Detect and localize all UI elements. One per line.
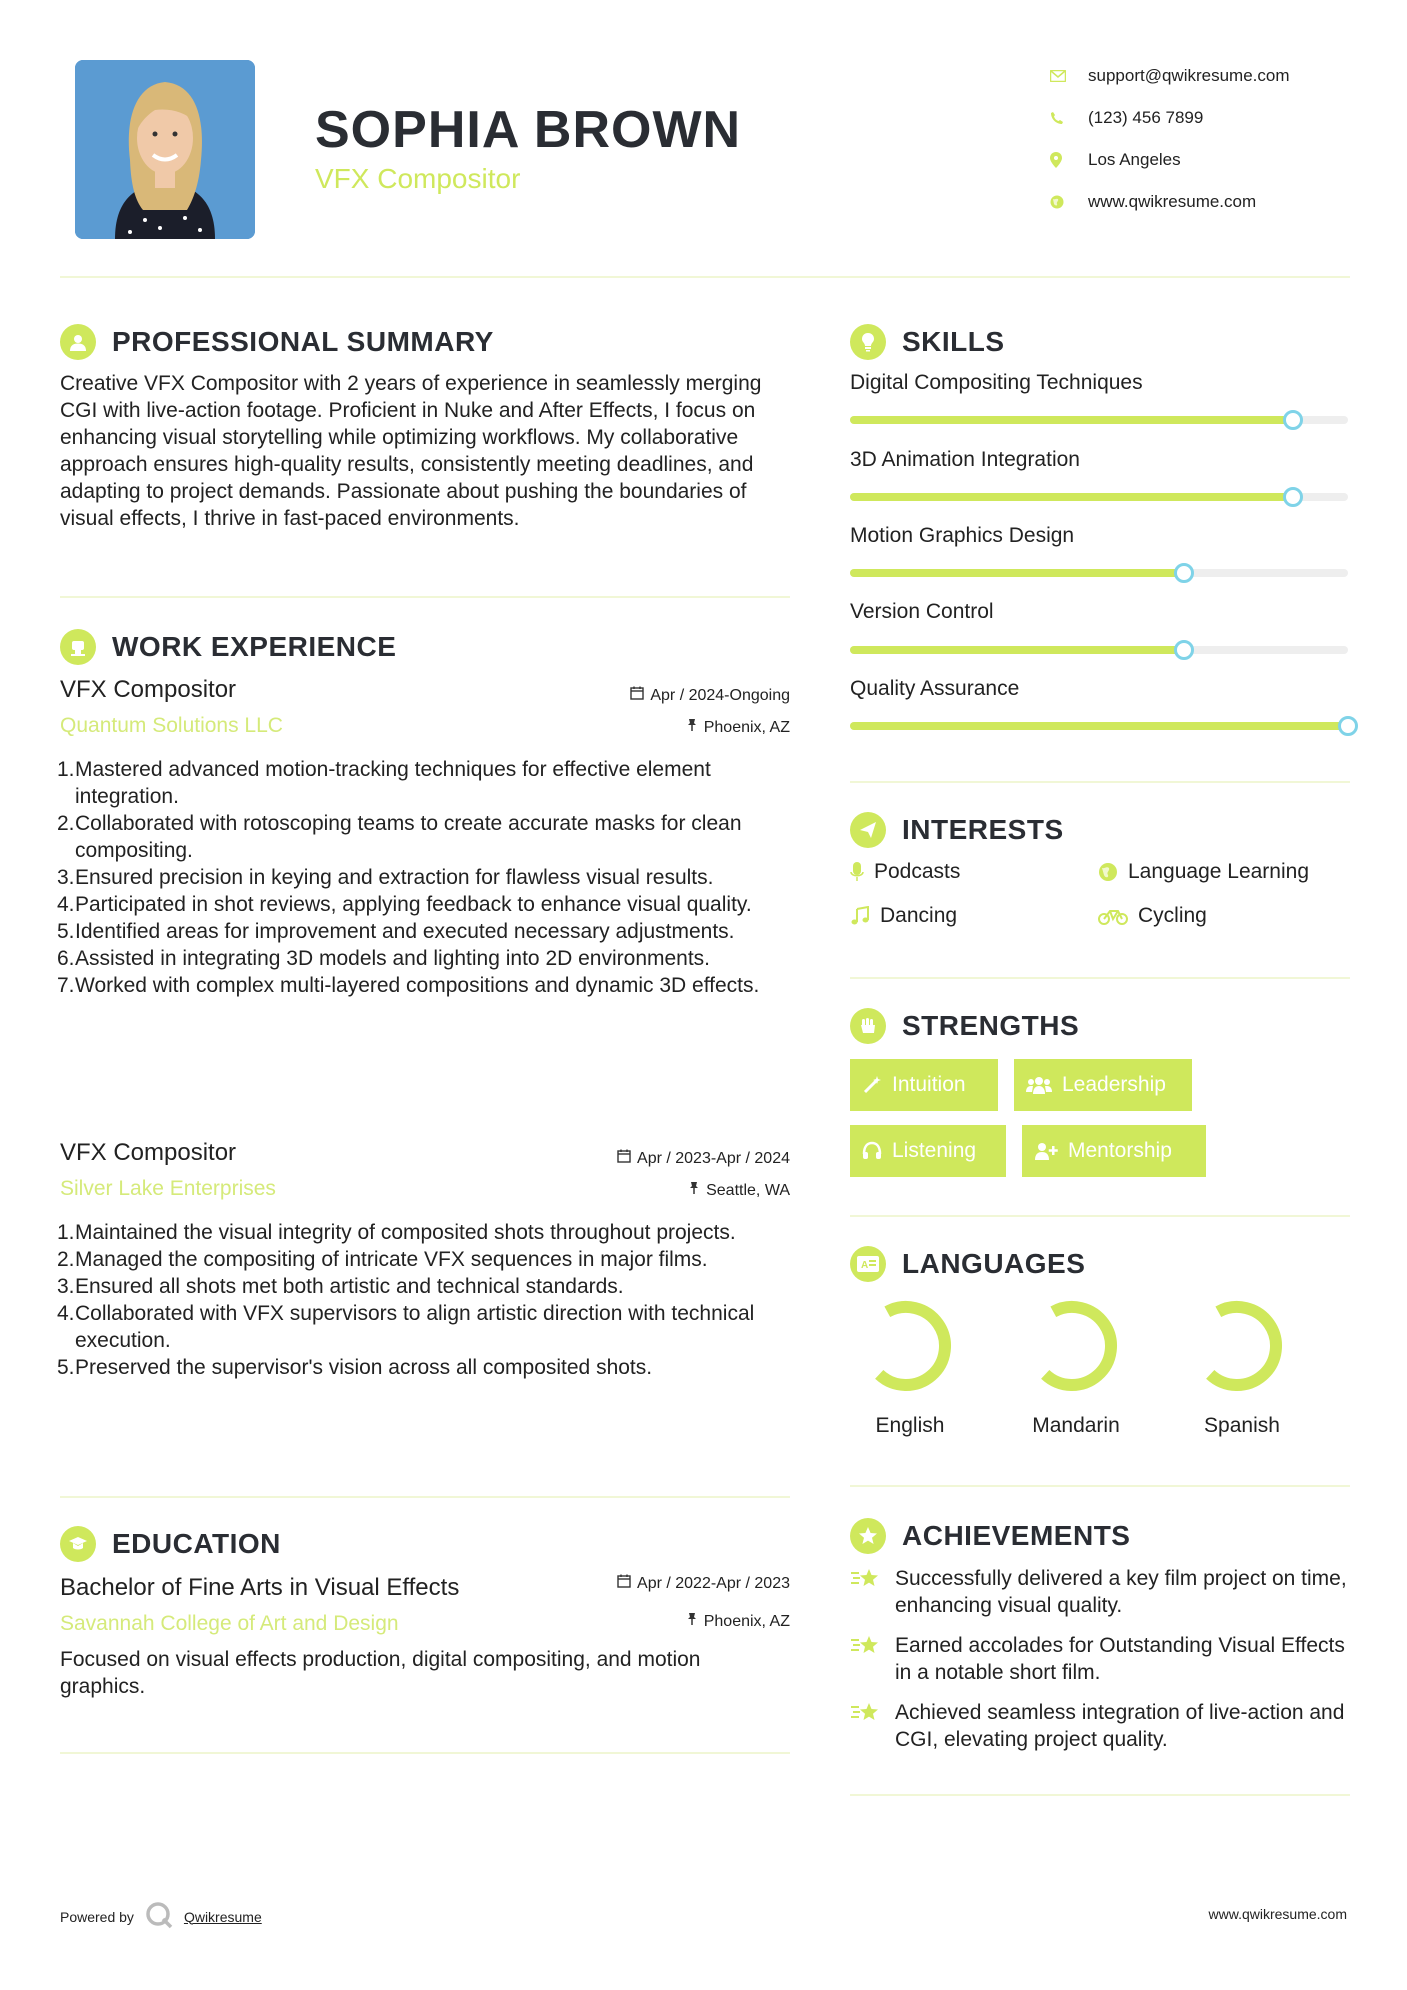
calendar-icon	[617, 1149, 631, 1168]
skills-heading: SKILLS	[902, 326, 1005, 357]
interest-label: Language Learning	[1128, 860, 1310, 883]
skill-2-fill	[850, 493, 1293, 501]
education-divider	[60, 1752, 790, 1754]
strength-label: Intuition	[892, 1073, 966, 1096]
bicycle-icon	[1098, 906, 1128, 926]
languages-divider	[850, 1485, 1350, 1487]
contact-email-text: support@qwikresume.com	[1088, 66, 1290, 85]
briefcase-icon	[60, 629, 96, 665]
footer-powered-by	[60, 1900, 262, 1933]
list-item: 7. Worked with complex multi-layered compositions and dynamic 3D effects.	[57, 974, 760, 997]
magic-wand-icon	[862, 1075, 882, 1095]
calendar-icon	[630, 686, 644, 705]
strengths-divider	[850, 1215, 1350, 1217]
education-section-header	[60, 1526, 281, 1562]
education-location-text: Phoenix, AZ	[703, 1612, 790, 1630]
star-badge-icon	[850, 1518, 886, 1554]
svg-text:A: A	[861, 1260, 869, 1271]
language-ring-english	[860, 1300, 952, 1392]
location-icon	[1050, 152, 1088, 168]
mail-icon	[1050, 70, 1088, 82]
skill-4-name: Version Control	[850, 600, 994, 623]
strengths-section-header	[850, 1008, 1079, 1044]
achievement-text: Successfully delivered a key film project on time, enhancing visual quality.	[895, 1567, 1347, 1617]
education-date-text: Apr / 2022-Apr / 2023	[637, 1574, 790, 1592]
interest-dancing	[850, 904, 957, 928]
language-ring-mandarin	[1026, 1300, 1118, 1392]
interests-divider	[850, 977, 1350, 979]
education-location	[480, 1612, 790, 1631]
skill-1-name: Digital Compositing Techniques	[850, 371, 1143, 394]
education-description: Focused on visual effects production, digital compositing, and motion graphics.	[60, 1648, 701, 1698]
experience-heading: WORK EXPERIENCE	[112, 631, 397, 662]
skill-3-bar	[850, 569, 1348, 577]
list-item: 5. Preserved the supervisor's vision across all composited shots.	[57, 1356, 653, 1379]
language-label-mandarin: Mandarin	[1032, 1414, 1120, 1437]
fist-icon	[850, 1008, 886, 1044]
list-item: 2. Managed the compositing of intricate VFX sequences in major films.	[57, 1248, 708, 1271]
calendar-icon	[617, 1574, 631, 1593]
skills-divider	[850, 781, 1350, 783]
achievement-text: Earned accolades for Outstanding Visual Effects in a notable short film.	[895, 1634, 1345, 1684]
skill-5-knob	[1338, 716, 1358, 736]
achievement-text: Achieved seamless integration of live-action and CGI, elevating project quality.	[895, 1701, 1345, 1751]
experience-section-header	[60, 629, 396, 665]
strength-listening	[850, 1125, 1006, 1177]
summary-section-header	[60, 324, 494, 360]
skill-3-name: Motion Graphics Design	[850, 524, 1075, 547]
header-divider	[60, 276, 1350, 278]
list-item: 4. Collaborated with VFX supervisors to align artistic direction with technical execution.	[57, 1302, 755, 1352]
contact-phone[interactable]	[1050, 97, 1370, 139]
interests-section-header	[850, 812, 1064, 848]
education-school: Savannah College of Art and Design	[60, 1612, 399, 1635]
contact-location-text: Los Angeles	[1088, 150, 1181, 169]
education-date	[480, 1574, 790, 1593]
languages-heading: LANGUAGES	[902, 1248, 1086, 1279]
paper-plane-icon	[850, 812, 886, 848]
skill-1-fill	[850, 416, 1293, 424]
job-2-date	[480, 1149, 790, 1168]
footer-site[interactable]: www.qwikresume.com	[1208, 1906, 1347, 1922]
strength-intuition	[850, 1059, 998, 1111]
skill-2-bar	[850, 493, 1348, 501]
list-item: 1. Maintained the visual integrity of composited shots throughout projects.	[57, 1221, 736, 1244]
globe-icon	[1050, 195, 1088, 209]
skill-4-knob	[1174, 640, 1194, 660]
interest-label: Podcasts	[874, 860, 961, 883]
language-ring-spanish	[1191, 1300, 1283, 1392]
achievements-section-header	[850, 1518, 1130, 1554]
pin-icon	[686, 718, 698, 737]
achievement-item-1	[850, 1565, 1360, 1619]
strength-label: Leadership	[1062, 1073, 1166, 1096]
interest-podcasts	[850, 860, 960, 884]
achievements-heading: ACHIEVEMENTS	[902, 1520, 1131, 1551]
job-1-location	[480, 718, 790, 737]
list-item: 3. Ensured all shots met both artistic and technical standards.	[57, 1275, 624, 1298]
language-icon	[850, 1246, 886, 1282]
contact-website-text: www.qwikresume.com	[1088, 192, 1257, 211]
list-item: 4. Participated in shot reviews, applying feedback to enhance visual quality.	[57, 893, 752, 916]
shooting-star-icon	[850, 1632, 895, 1686]
skill-3-knob	[1174, 563, 1194, 583]
skill-2-knob	[1283, 487, 1303, 507]
skill-3-fill	[850, 569, 1184, 577]
summary-heading: PROFESSIONAL SUMMARY	[112, 326, 494, 357]
pin-icon	[688, 1181, 700, 1200]
job-1-location-text: Phoenix, AZ	[703, 718, 790, 736]
contact-phone-text: (123) 456 7899	[1088, 108, 1204, 127]
skill-4-fill	[850, 646, 1184, 654]
job-2-location	[480, 1181, 790, 1200]
skills-section-header	[850, 324, 1005, 360]
interest-label: Dancing	[880, 904, 958, 927]
contact-email[interactable]	[1050, 55, 1370, 97]
users-icon	[1026, 1075, 1052, 1095]
shooting-star-icon	[850, 1699, 895, 1753]
summary-divider	[60, 596, 790, 598]
list-item: 2. Collaborated with rotoscoping teams to create accurate masks for clean compositing.	[57, 812, 742, 862]
strength-label: Mentorship	[1068, 1139, 1172, 1162]
interest-language-learning	[1098, 860, 1309, 884]
qwikresume-link[interactable]: Qwikresume	[183, 1908, 262, 1925]
contact-list	[1050, 55, 1370, 223]
job-1-title: VFX Compositor	[60, 676, 237, 703]
job-2-company: Silver Lake Enterprises	[60, 1177, 276, 1200]
skill-2-name: 3D Animation Integration	[850, 448, 1080, 471]
experience-divider	[60, 1496, 790, 1498]
skill-5-bar	[850, 722, 1348, 730]
strength-mentorship	[1022, 1125, 1206, 1177]
interest-cycling	[1098, 904, 1207, 928]
lightbulb-icon	[850, 324, 886, 360]
job-1-date	[480, 686, 790, 705]
headphones-icon	[862, 1141, 882, 1161]
list-item: 5. Identified areas for improvement and executed necessary adjustments.	[57, 920, 735, 943]
strength-label: Listening	[892, 1139, 977, 1162]
candidate-title: VFX Compositor	[315, 163, 521, 194]
languages-section-header	[850, 1246, 1085, 1282]
job-2-location-text: Seattle, WA	[706, 1181, 790, 1199]
interest-label: Cycling	[1138, 904, 1207, 927]
job-2-title: VFX Compositor	[60, 1139, 237, 1166]
job-2-bullets	[57, 1219, 797, 1381]
job-1-company: Quantum Solutions LLC	[60, 714, 283, 737]
contact-location	[1050, 139, 1370, 181]
strengths-heading: STRENGTHS	[902, 1010, 1080, 1041]
achievement-item-2	[850, 1632, 1360, 1686]
skill-1-knob	[1283, 410, 1303, 430]
list-item: 1. Mastered advanced motion-tracking techniques for effective element integration.	[57, 758, 711, 808]
user-icon	[60, 324, 96, 360]
profile-photo	[75, 60, 255, 239]
job-2-date-text: Apr / 2023-Apr / 2024	[637, 1149, 790, 1167]
pin-icon	[686, 1612, 698, 1631]
language-label-english: English	[875, 1414, 945, 1437]
skill-5-fill	[850, 722, 1348, 730]
job-1-bullets	[57, 756, 797, 999]
contact-website[interactable]	[1050, 181, 1370, 223]
shooting-star-icon	[850, 1565, 895, 1619]
skill-1-bar	[850, 416, 1348, 424]
language-label-spanish: Spanish	[1204, 1414, 1280, 1437]
music-note-icon	[850, 906, 870, 926]
graduation-icon	[60, 1526, 96, 1562]
skill-4-bar	[850, 646, 1348, 654]
phone-icon	[1050, 111, 1088, 125]
achievement-item-3	[850, 1699, 1360, 1753]
achievements-divider	[850, 1794, 1350, 1796]
list-item: 3. Ensured precision in keying and extraction for flawless visual results.	[57, 866, 714, 889]
qwikresume-logo-icon	[144, 1900, 174, 1933]
interests-heading: INTERESTS	[902, 814, 1064, 845]
powered-by-label: Powered by	[60, 1908, 134, 1925]
candidate-name: SOPHIA BROWN	[315, 101, 742, 159]
education-degree: Bachelor of Fine Arts in Visual Effects	[60, 1574, 460, 1601]
list-item: 6. Assisted in integrating 3D models and lighting into 2D environments.	[57, 947, 711, 970]
job-1-date-text: Apr / 2024-Ongoing	[650, 686, 790, 704]
summary-text: Creative VFX Compositor with 2 years of experience in seamlessly merging CGI with live-action footage. Proficient in Nuke and After Effects, I focus on enhancing visual storytelling while optimizing workflows. My collaborative approach ensures high-quality results, consistently meeting deadlines, and adapting to project demands. Passionate about pushing the boundaries of visual effects, I thrive in fast-paced environments.	[60, 372, 762, 530]
strength-leadership	[1014, 1059, 1192, 1111]
globe-icon	[1098, 862, 1118, 882]
education-heading: EDUCATION	[112, 1528, 281, 1559]
user-plus-icon	[1034, 1141, 1058, 1161]
skill-5-name: Quality Assurance	[850, 677, 1020, 700]
microphone-icon	[850, 862, 864, 882]
